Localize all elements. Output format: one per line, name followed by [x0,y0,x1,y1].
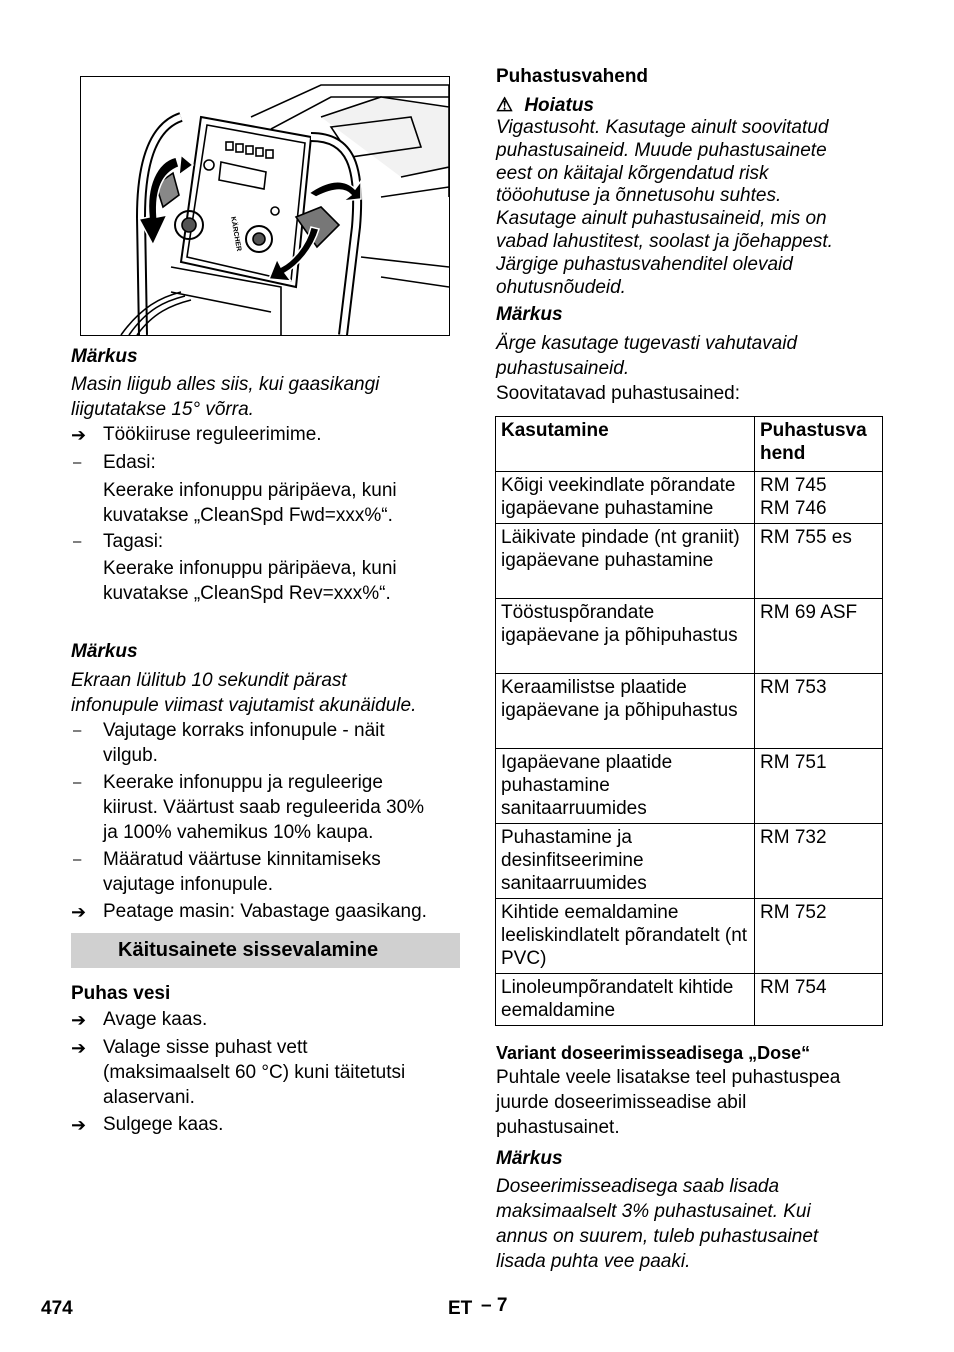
note3-line-4: lisada puhta vee paaki. [496,1251,691,1272]
table-cell-agent: RM 745 RM 746 [755,472,883,524]
dash-bullet-icon: – [73,454,82,471]
arrow-bullet-icon: ➔ [71,1038,87,1058]
note3-title: Märkus [496,1148,563,1169]
note2-line-2: infonupule viimast vajutamist akunäidule. [71,695,417,716]
note1-title: Märkus [71,346,138,367]
clean-water-title: Puhas vesi [71,983,171,1004]
table-row [496,524,883,599]
table-cell-use: Kõigi veekindlate põrandate igapäevane puhastamine [496,472,755,524]
note1-line-2: liigutatakse 15° võrra. [71,399,254,420]
arrow-bullet-icon: ➔ [71,425,87,445]
dash-forward: – Edasi: [71,451,460,476]
note3-line-2: maksimaalselt 3% puhastusainet. Kui [496,1201,811,1222]
dash-reverse: – Tagasi: [71,530,460,555]
section-banner [71,933,460,968]
dash2-line-2: kiirust. Väärtust saab reguleerida 30% [103,797,425,818]
dash-bullet-icon: – [73,851,82,868]
cleaning-agent-table [495,416,883,1026]
variant-line-2: juurde doseerimisseadise abil [496,1092,747,1113]
table-row [496,674,883,749]
variant-line-3: puhastusainet. [496,1117,620,1138]
variant-title: Variant doseerimisseadisega „Dose“ [496,1043,811,1063]
dash1-line-2: vilgub. [103,745,158,766]
cw-step-fill-2: (maksimaalselt 60 °C) kuni täitetutsi [103,1062,406,1083]
fwd-text-2: kuvatakse „CleanSpd Fwd=xxx%“. [103,505,393,526]
page-number: 474 [41,1298,73,1319]
variant-line-1: Puhtale veele lisatakse teel puhastuspea [496,1067,841,1088]
table-header-row [496,417,883,472]
table-cell-use: Igapäevane plaatide puhastamine sanitaarruumides [496,749,755,824]
table-cell-agent: RM 753 [755,674,883,749]
language-code: ET [448,1298,473,1319]
cw-step-fill-3: alaservani. [103,1087,195,1108]
table-cell-agent: RM 754 [755,974,883,1026]
table-row [496,749,883,824]
table-row [496,599,883,674]
table-cell-agent: RM 752 [755,899,883,974]
table-row [496,899,883,974]
table-cell-agent: RM 751 [755,749,883,824]
table-cell-use: Kihtide eemaldamine leeliskindlatelt põrandatelt (nt PVC) [496,899,755,974]
step-adjust-speed: ➔ Töökiiruse reguleerimime. [71,423,460,448]
table-header-cell: Puhastusva hend [755,417,883,472]
warning-triangle-icon: ⚠ [496,95,514,116]
arrow-bullet-icon: ➔ [71,1115,87,1135]
section-banner-title: Käitusainete sissevalamine [118,939,379,961]
note-line-2: puhastusaineid. [496,358,630,379]
svg-text:KÄRCHER: KÄRCHER [229,216,243,252]
note3-line-1: Doseerimisseadisega saab lisada [496,1176,780,1197]
table-cell-agent: RM 732 [755,824,883,899]
note2-title: Märkus [71,641,138,662]
note-title: Märkus [496,304,563,325]
dash2-line-3: ja 100% vahemikus 10% kaupa. [103,822,374,843]
table-row [496,824,883,899]
arrow-bullet-icon: ➔ [71,1010,87,1030]
table-row [496,472,883,524]
dash-bullet-icon: – [73,774,82,791]
dash3-line-2: vajutage infonupule. [103,874,274,895]
table-cell-use: Keraamilistse plaatide igapäevane ja põhipuhastus [496,674,755,749]
note1-line-1: Masin liigub alles siis, kui gaasikangi [71,374,380,395]
machine-illustration [80,76,450,336]
dash-bullet-icon: – [73,722,82,739]
recommended-label: Soovitatavad puhastusained: [496,383,741,404]
rev-text-2: kuvatakse „CleanSpd Rev=xxx%“. [103,583,391,604]
table-cell-use: Läikivate pindade (nt graniit) igapäevane puhastamine [496,524,755,599]
table-cell-use: Puhastamine ja desinfitseerimine sanitaarruumides [496,824,755,899]
warning-heading: ⚠ Hoiatus [496,95,595,116]
table-row [496,974,883,1026]
control-panel-drawing [81,77,449,335]
fwd-text-1: Keerake infonuppu päripäeva, kuni [103,480,397,501]
note2-line-1: Ekraan lülitub 10 sekundit pärast [71,670,347,691]
table-cell-agent: RM 755 es [755,524,883,599]
note-line-1: Ärge kasutage tugevasti vahutavaid [496,333,798,354]
cleaning-agent-heading: Puhastusvahend [496,66,649,87]
page-sub-number: – 7 [481,1295,508,1316]
rev-text-1: Keerake infonuppu päripäeva, kuni [103,558,397,579]
table-body [496,472,883,1026]
note3-line-3: annus on suurem, tuleb puhastusainet [496,1226,819,1247]
table-header-cell: Kasutamine [496,417,755,472]
table-cell-use: Linoleumpõrandatelt kihtide eemaldamine [496,974,755,1026]
warning-body: Vigastusoht. Kasutage ainult soovitatud puhastusaineid. Muude puhastusainete eest on käitajal kõrgendatud risk tööohutuse ja õnnetusohu suhtes. Kasutage ainult puhastusaineid, mis on vabad lahustitest, soolast ja jõehappest. Järgige puhastusvahenditel olevaid ohutusnõudeid. [496,117,833,298]
table-cell-use: Tööstuspõrandate igapäevane ja põhipuhastus [496,599,755,674]
arrow-bullet-icon: ➔ [71,902,87,922]
dash-bullet-icon: – [73,533,82,550]
table-cell-agent: RM 69 ASF [755,599,883,674]
